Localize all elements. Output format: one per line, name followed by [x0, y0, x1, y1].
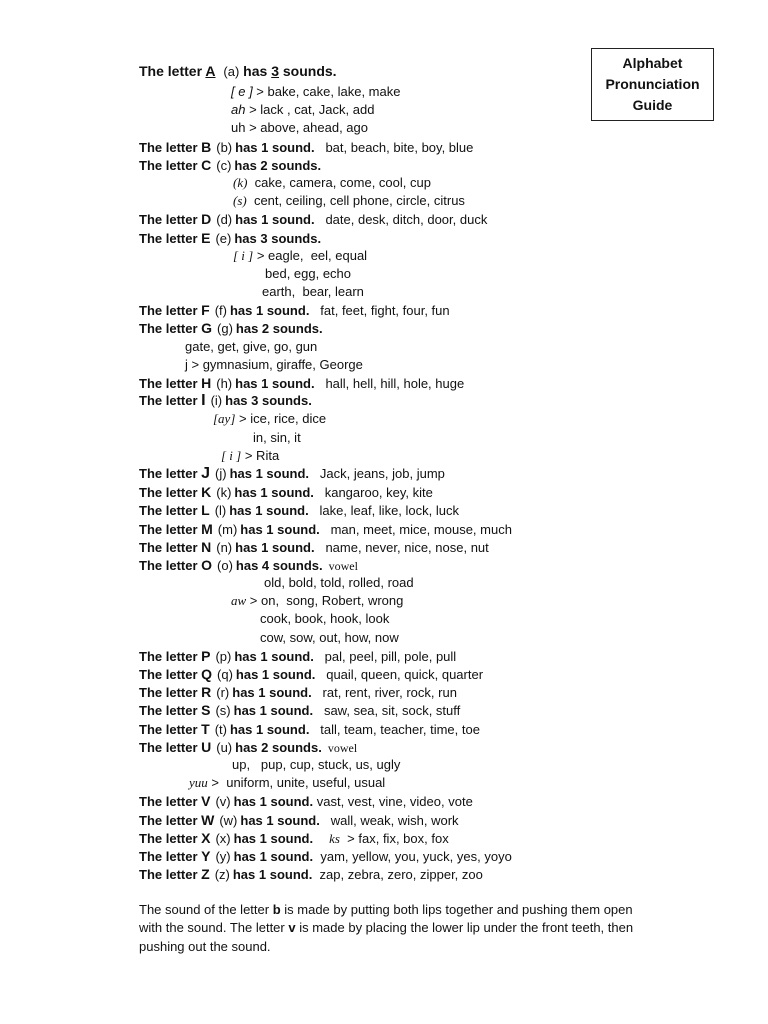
sound-count: has 1 sound.	[235, 376, 315, 391]
example-words: rat, rent, river, rock, run	[311, 685, 457, 701]
sound-count: has 3 sounds.	[234, 230, 322, 246]
letter-m-row	[139, 520, 699, 538]
sound-mark: [ i ]	[233, 247, 254, 263]
sound-mark: aw	[231, 593, 247, 609]
letter-j-row	[139, 465, 699, 483]
letter-s-row	[139, 701, 699, 719]
guide-title-line-3: Guide	[632, 97, 673, 113]
sound-mark: [ e ]	[231, 84, 253, 99]
letter-a-sub-3	[139, 119, 699, 137]
letter-symbol: (d)	[216, 212, 233, 228]
sound-detail-line	[139, 592, 699, 610]
letter-a-sub-1	[139, 83, 699, 101]
letter-name: P	[201, 647, 211, 664]
example-words: > fax, fix, box, fox	[339, 830, 449, 846]
letter-symbol: (n)	[216, 539, 233, 555]
letter-name: L	[201, 502, 210, 519]
letter-b-row	[139, 138, 699, 156]
letter-c-row	[139, 156, 699, 174]
example-words: lake, leaf, like, lock, luck	[308, 503, 459, 519]
letter-a-sounds: sounds.	[279, 63, 337, 79]
sound-mark: uh	[231, 120, 246, 136]
sound-count: has 2 sounds.	[234, 157, 322, 173]
vowel-note: vowel	[327, 740, 358, 755]
sound-detail-line	[139, 629, 699, 647]
letter-name: W	[201, 811, 215, 828]
sound-words: earth, bear, learn	[262, 284, 364, 300]
guide-title-line-1: Alphabet	[622, 55, 683, 71]
letter-l-row	[139, 501, 699, 519]
letter-z-row	[139, 865, 699, 883]
letter-symbol: (w)	[219, 812, 238, 828]
sound-words: cook, book, hook, look	[260, 611, 390, 627]
sound-count: has 1 sound.	[240, 812, 320, 828]
letter-prefix: The letter	[139, 667, 202, 682]
letter-name: O	[201, 556, 213, 573]
sound-words: up, pup, cup, stuck, us, ugly	[232, 756, 401, 772]
letter-name: F	[201, 302, 210, 319]
letter-symbol: (z)	[214, 867, 230, 883]
sound-words: cake, camera, come, cool, cup	[247, 174, 431, 190]
letter-symbol: (g)	[217, 321, 233, 337]
letter-prefix: The letter	[139, 685, 202, 701]
example-words: date, desk, ditch, door, duck	[314, 212, 488, 228]
sound-words: > uniform, unite, useful, usual	[207, 775, 386, 791]
sound-count: has 1 sound.	[233, 794, 314, 810]
sound-count: has 1 sound.	[235, 667, 316, 682]
example-words: saw, sea, sit, sock, stuff	[313, 703, 461, 719]
letter-prefix: The letter	[139, 539, 202, 555]
letter-w-row	[139, 811, 699, 829]
sound-detail-line	[139, 174, 699, 192]
letter-prefix: The letter	[139, 703, 202, 719]
letter-prefix: The letter	[139, 721, 202, 737]
sound-detail-line	[139, 265, 699, 283]
letter-prefix: The letter	[139, 848, 202, 864]
letter-symbol: (k)	[216, 485, 232, 501]
example-words: hall, hell, hill, hole, huge	[314, 376, 465, 391]
sound-mark: [ay]	[213, 411, 236, 427]
sound-mark: (s)	[233, 193, 247, 209]
sound-words: > on, song, Robert, wrong	[246, 593, 404, 609]
letter-a-letter: A	[205, 63, 216, 79]
footer-letter-b: b	[272, 902, 281, 917]
letter-symbol: (x)	[215, 830, 231, 846]
sound-count: has 4 sounds.	[235, 557, 323, 573]
letter-symbol: (h)	[216, 376, 233, 391]
footer-text-2: is made by putting both lips together and pushing them open with the sound. The letter	[139, 902, 633, 936]
letter-prefix: The letter	[139, 794, 202, 810]
letter-symbol: (l)	[214, 503, 227, 519]
letter-symbol: (b)	[216, 139, 233, 155]
letter-q-row	[139, 665, 699, 683]
letter-symbol: (f)	[214, 303, 227, 319]
example-words: yam, yellow, you, yuck, yes, yoyo	[313, 848, 512, 864]
letter-name: H	[201, 375, 212, 391]
example-words: pal, peel, pill, pole, pull	[313, 648, 457, 664]
letter-symbol: (m)	[217, 521, 238, 537]
sound-count: has 1 sound.	[233, 848, 314, 864]
letter-name: R	[201, 684, 212, 701]
letter-r-row	[139, 683, 699, 701]
letter-name: Z	[201, 866, 210, 883]
example-words: kangaroo, key, kite	[313, 485, 433, 501]
sound-detail-line	[139, 447, 699, 465]
letter-n-row	[139, 538, 699, 556]
letter-prefix: The letter	[139, 212, 202, 228]
letter-k-row	[139, 483, 699, 501]
letter-list	[139, 59, 699, 883]
sound-count: has 1 sound.	[234, 485, 314, 501]
footer-text-1: The sound of the letter	[139, 902, 273, 917]
letter-symbol: (c)	[216, 157, 232, 173]
letter-symbol: (v)	[215, 794, 231, 810]
letter-prefix: The letter	[139, 648, 202, 664]
sound-count: has 1 sound.	[235, 212, 315, 228]
sound-detail-line	[139, 610, 699, 628]
footer-paragraph	[139, 901, 659, 956]
guide-title-line-2: Pronunciation	[605, 76, 700, 92]
letter-a-sub-2	[139, 101, 699, 119]
letter-name: S	[201, 702, 211, 719]
footer-text-3: is made by placing the lower lip under the front teeth, then pushing out the sound.	[139, 920, 634, 954]
example-words: vast, vest, vine, video, vote	[313, 794, 473, 810]
sound-count: has 2 sounds.	[235, 321, 323, 337]
letter-prefix: The letter	[139, 376, 202, 391]
letter-prefix: The letter	[139, 303, 202, 319]
letter-symbol: (y)	[215, 848, 231, 864]
example-words: fat, feet, fight, four, fun	[309, 303, 450, 319]
letter-rows	[139, 138, 699, 884]
letter-u-row	[139, 738, 699, 756]
example-words: bat, beach, bite, boy, blue	[314, 139, 474, 155]
letter-d-row	[139, 210, 699, 228]
vowel-note: vowel	[328, 558, 358, 573]
example-words: tall, team, teacher, time, toe	[309, 721, 480, 737]
letter-name: Q	[201, 666, 213, 682]
example-words: Jack, jeans, job, jump	[309, 465, 445, 481]
footer-letter-v: v	[288, 920, 296, 936]
sound-count: has 1 sound.	[232, 867, 313, 883]
sound-count: has 1 sound.	[233, 703, 314, 719]
sound-count: has 1 sound.	[235, 539, 315, 555]
letter-prefix: The letter	[139, 521, 202, 537]
letter-name: D	[201, 211, 212, 228]
letter-v-row	[139, 792, 699, 810]
letter-name: X	[201, 829, 211, 846]
letter-p-row	[139, 647, 699, 665]
letter-f-row	[139, 301, 699, 319]
letter-prefix: The letter	[139, 557, 202, 573]
sound-mark: ah	[231, 102, 246, 118]
sound-count: has 1 sound.	[229, 465, 310, 481]
sound-count: has 1 sound.	[232, 685, 312, 701]
sound-mark: ks	[329, 830, 340, 846]
sound-count: has 1 sound.	[229, 503, 309, 519]
letter-name: G	[201, 320, 213, 337]
sound-mark: [ i ]	[221, 447, 242, 463]
sound-words: old, bold, told, rolled, road	[264, 575, 414, 591]
letter-o-row	[139, 556, 699, 574]
sound-count: has 1 sound.	[233, 830, 314, 846]
letter-symbol: (o)	[217, 557, 233, 573]
letter-a-count: 3	[271, 63, 279, 79]
sound-detail-line	[139, 192, 699, 210]
letter-name: V	[201, 793, 211, 810]
sound-count: has 1 sound.	[229, 303, 310, 319]
example-words: man, meet, mice, mouse, much	[319, 521, 512, 537]
sound-words: > ice, rice, dice	[235, 411, 327, 427]
sound-words: > lack , cat, Jack, add	[245, 102, 375, 118]
letter-prefix: The letter	[139, 867, 202, 883]
sound-count: has 1 sound.	[234, 648, 314, 664]
letter-a-prefix: The letter	[139, 63, 206, 79]
sound-detail-line	[139, 429, 699, 447]
letter-name: U	[201, 738, 212, 755]
letter-name: K	[201, 484, 212, 501]
letter-a-heading	[139, 59, 699, 83]
letter-symbol: (i)	[210, 393, 223, 409]
letter-prefix: The letter	[139, 830, 202, 846]
letter-prefix: The letter	[139, 503, 202, 519]
letter-prefix: The letter	[139, 393, 202, 409]
example-words: zap, zebra, zero, zipper, zoo	[312, 867, 483, 883]
sound-count: has 1 sound.	[240, 521, 320, 537]
letter-y-row	[139, 847, 699, 865]
letter-symbol: (p)	[215, 648, 232, 664]
letter-prefix: The letter	[139, 321, 202, 337]
sound-count: has 2 sounds.	[235, 739, 322, 755]
letter-name: Y	[201, 847, 211, 864]
letter-prefix: The letter	[139, 157, 202, 173]
sound-words: bed, egg, echo	[265, 265, 352, 281]
sound-mark: (k)	[233, 174, 248, 190]
letter-symbol: (q)	[217, 667, 233, 682]
letter-g-row	[139, 319, 699, 337]
example-words: name, never, nice, nose, nut	[314, 539, 489, 555]
letter-name: I	[201, 392, 206, 410]
letter-symbol: (s)	[215, 703, 231, 719]
example-words: quail, queen, quick, quarter	[315, 667, 484, 682]
sound-count: has 1 sound.	[229, 721, 310, 737]
letter-t-row	[139, 720, 699, 738]
sound-words: > Rita	[241, 447, 280, 463]
sound-words: j > gymnasium, giraffe, George	[185, 356, 363, 372]
letter-a-symbol: (a)	[223, 64, 240, 79]
letter-name: J	[201, 464, 211, 482]
letter-h-row	[139, 374, 699, 392]
sound-count: has 3 sounds.	[225, 393, 312, 409]
sound-detail-line	[139, 283, 699, 301]
letter-name: N	[201, 538, 212, 555]
sound-detail-line	[139, 756, 699, 774]
letter-prefix: The letter	[139, 230, 202, 246]
letter-symbol: (u)	[216, 739, 233, 755]
sound-detail-line	[139, 574, 699, 592]
letter-name: T	[201, 720, 210, 737]
letter-name: M	[201, 520, 213, 537]
example-words: wall, weak, wish, work	[319, 812, 459, 828]
letter-prefix: The letter	[139, 739, 202, 755]
letter-i-row	[139, 392, 699, 410]
sound-words: cow, sow, out, how, now	[260, 629, 399, 645]
sound-detail-line	[139, 247, 699, 265]
sound-words: > eagle, eel, equal	[253, 247, 368, 263]
letter-symbol: (t)	[214, 721, 227, 737]
letter-prefix: The letter	[139, 485, 202, 501]
letter-x-row	[139, 829, 699, 847]
sound-mark: yuu	[189, 775, 208, 791]
letter-name: C	[201, 156, 212, 173]
sound-words: > above, ahead, ago	[245, 120, 368, 136]
sound-words: cent, ceiling, cell phone, circle, citrus	[246, 193, 465, 209]
sound-words: gate, get, give, go, gun	[185, 338, 318, 354]
letter-symbol: (e)	[215, 230, 232, 246]
sound-detail-line	[139, 410, 699, 428]
sound-detail-line	[139, 774, 699, 792]
sound-detail-line	[139, 356, 699, 374]
letter-name: B	[201, 138, 212, 155]
letter-symbol: (r)	[216, 685, 230, 701]
sound-detail-line	[139, 338, 699, 356]
sound-words: > bake, cake, lake, make	[252, 84, 401, 99]
letter-symbol: (j)	[215, 465, 227, 481]
sound-words: in, sin, it	[253, 429, 301, 445]
letter-prefix: The letter	[139, 465, 202, 481]
letter-prefix: The letter	[139, 139, 202, 155]
letter-a-has: has	[239, 63, 272, 79]
letter-prefix: The letter	[139, 812, 202, 828]
letter-name: E	[201, 229, 211, 246]
letter-e-row	[139, 229, 699, 247]
sound-count: has 1 sound.	[235, 139, 315, 155]
